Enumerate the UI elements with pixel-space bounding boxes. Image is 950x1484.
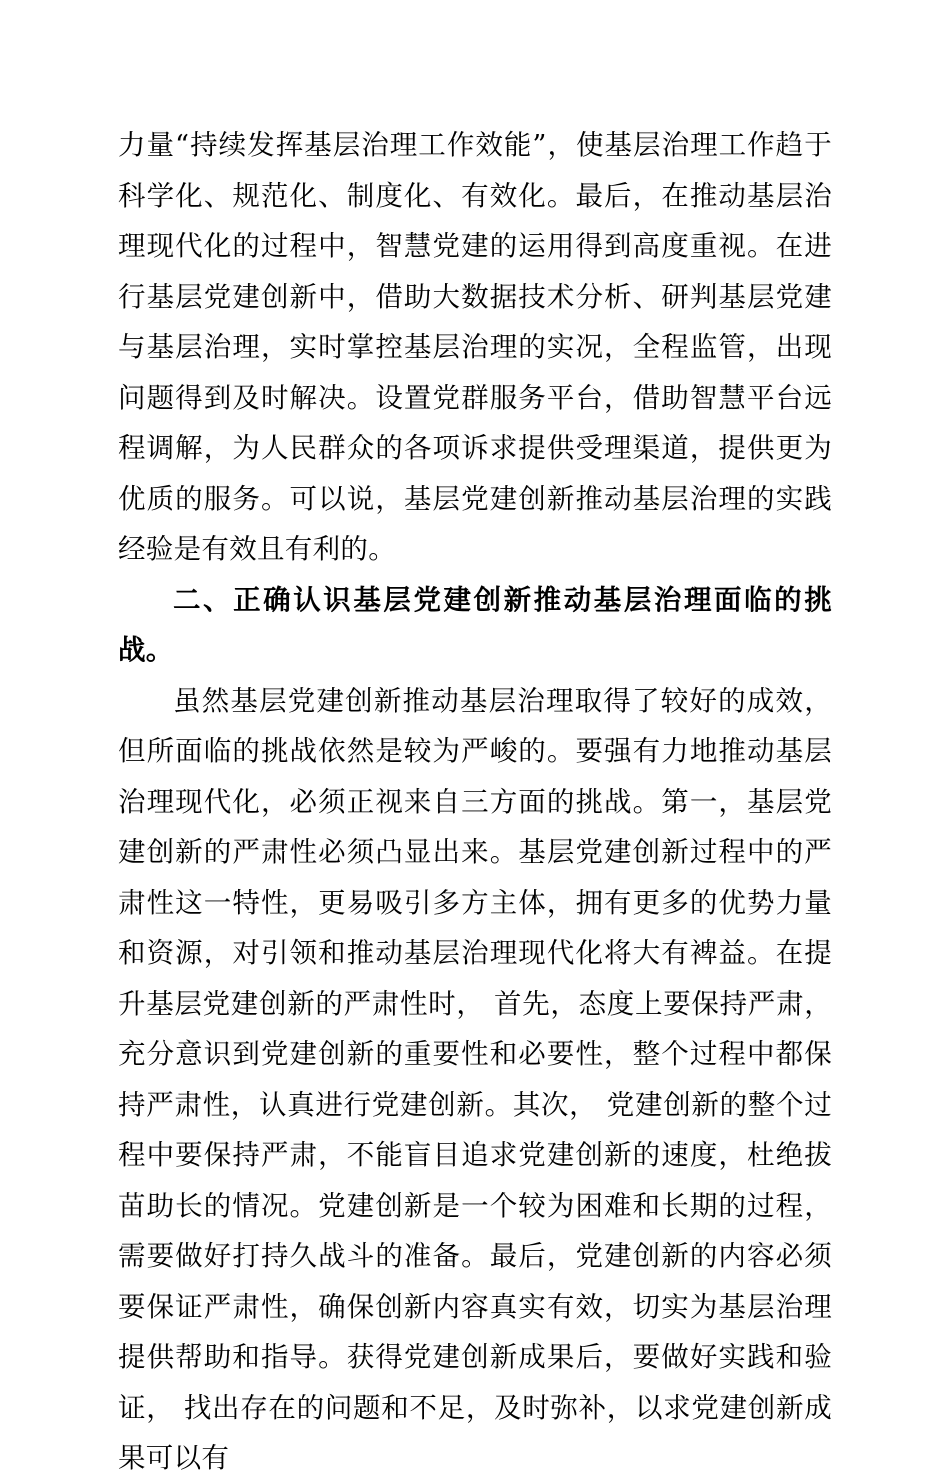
paragraph-challenges: 虽然基层党建创新推动基层治理取得了较好的成效，但所面临的挑战依然是较为严峻的。要强有力地推动基层治理现代化，必须正视来自三方面的挑战。第一，基层党建创新的严肃性必须凸显出来。基层党建创新过程中的严肃性这一特性，更易吸引多方主体，拥有更多的优势力量和资源，对引领和推动基层治理现代化将大有裨益。在提升基层党建创新的严肃性时， 首先，态度上要保持严肃，充分意识到党建创新的重要性和必要性，整个过程中都保持严肃性，认真进行党建创新。其次， 党建创新的整个过程中要保持严肃，不能盲目追求党建创新的速度，杜绝拔苗助长的情况。党建创新是一个较为困难和长期的过程，需要做好打持久战斗的准备。最后，党建创新的内容必须要保证严肃性，确保创新内容真实有效，切实为基层治理提供帮助和指导。获得党建创新成果后，要做好实践和验证， 找出存在的问题和不足，及时弥补，以求党建创新成果可以有 — [118, 684, 832, 1474]
section-heading-two: 二、正确认识基层党建创新推动基层治理面临的挑战。 — [118, 583, 832, 666]
paragraph-continued: 力量“持续发挥基层治理工作效能”，使基层治理工作趋于科学化、规范化、制度化、有效化。最后，在推动基层治理现代化的过程中，智慧党建的运用得到高度重视。在进行基层党建创新中，借助大数据技术分析、研判基层党建与基层治理，实时掌控基层治理的实况，全程监管，出现问题得到及时解决。设置党群服务平台，借助智慧平台远程调解，为人民群众的各项诉求提供受理渠道，提供更为优质的服务。可以说，基层党建创新推动基层治理的实践经验是有效且有利的。 — [118, 129, 832, 565]
document-body — [118, 120, 832, 1484]
